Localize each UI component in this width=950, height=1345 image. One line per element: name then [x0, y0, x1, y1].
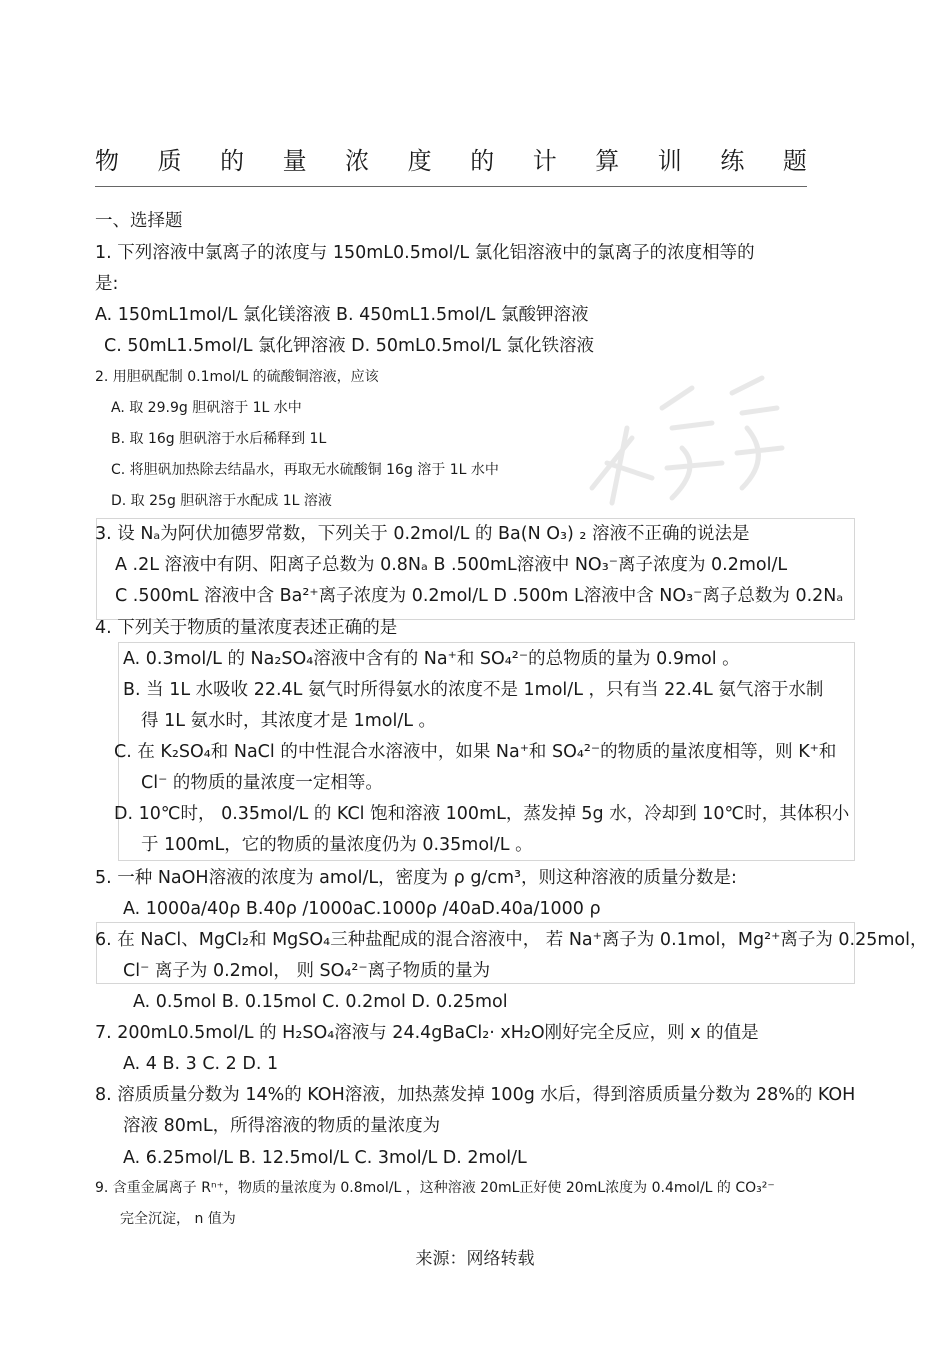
page-title [95, 144, 807, 178]
q4-option-c-cont: Cl⁻ 的物质的量浓度一定相等。 [141, 773, 383, 793]
section-heading: 一、选择题 [95, 211, 183, 231]
q2-option-d: D. 取 25g 胆矾溶于水配成 1L 溶液 [111, 493, 332, 509]
q1-options-cd: C. 50mL1.5mol/L 氯化钾溶液 D. 50mL0.5mol/L 氯化铁溶液 [104, 336, 594, 356]
q8-options: A. 6.25mol/L B. 12.5mol/L C. 3mol/L D. 2mol/L [123, 1148, 527, 1168]
title-char: 浓 [345, 147, 370, 175]
q4-option-b: B. 当 1L 水吸收 22.4L 氨气时所得氨水的浓度不是 1mol/L ，只有当 22.4L 氨气溶于水制 [123, 680, 824, 700]
q4-option-d-cont: 于 100mL，它的物质的量浓度仍为 0.35mol/L 。 [141, 835, 533, 855]
title-rule [95, 186, 807, 187]
title-char: 练 [720, 147, 745, 175]
q4-option-a: A. 0.3mol/L 的 Na₂SO₄溶液中含有的 Na⁺和 SO₄²⁻的总物质的量为 0.9mol 。 [123, 649, 740, 669]
q8-stem-cont: 溶液 80mL，所得溶液的物质的量浓度为 [123, 1116, 441, 1136]
title-char: 题 [782, 147, 807, 175]
q9-stem: 9. 含重金属离子 Rⁿ⁺，物质的量浓度为 0.8mol/L ，这种溶液 20mL正好使 20mL浓度为 0.4mol/L 的 CO₃²⁻ [95, 1180, 775, 1196]
watermark-logo [572, 368, 792, 518]
q3-options-cd: C .500mL 溶液中含 Ba²⁺离子浓度为 0.2mol/L D .500m L溶液中含 NO₃⁻离子总数为 0.2Nₐ [115, 586, 844, 606]
title-char: 训 [657, 147, 682, 175]
q5-options: A. 1000a/40ρ B.40ρ /1000aC.1000ρ /40aD.40a/1000 ρ [123, 899, 601, 919]
q1-stem: 1. 下列溶液中氯离子的浓度与 150mL0.5mol/L 氯化铝溶液中的氯离子的浓度相等的 [95, 243, 755, 263]
title-char: 计 [532, 147, 557, 175]
q3-stem: 3. 设 Nₐ为阿伏加德罗常数，下列关于 0.2mol/L 的 Ba(N O₃) ₂ 溶液不正确的说法是 [95, 524, 750, 544]
title-char: 的 [470, 147, 495, 175]
q7-options: A. 4 B. 3 C. 2 D. 1 [123, 1054, 279, 1074]
q9-stem-cont: 完全沉淀， n 值为 [120, 1211, 236, 1227]
q6-stem-cont: Cl⁻ 离子为 0.2mol， 则 SO₄²⁻离子物质的量为 [123, 961, 491, 981]
q2-option-a: A. 取 29.9g 胆矾溶于 1L 水中 [111, 400, 302, 416]
q1-stem-cont: 是: [95, 274, 119, 294]
title-char: 质 [157, 147, 182, 175]
q6-options: A. 0.5mol B. 0.15mol C. 0.2mol D. 0.25mol [133, 992, 508, 1012]
q2-option-c: C. 将胆矾加热除去结晶水，再取无水硫酸铜 16g 溶于 1L 水中 [111, 462, 499, 478]
title-char: 量 [282, 147, 307, 175]
title-char: 度 [407, 147, 432, 175]
q3-options-ab: A .2L 溶液中有阴、阳离子总数为 0.8Nₐ B .500mL溶液中 NO₃⁻离子浓度为 0.2mol/L [115, 555, 788, 575]
source-footer: 来源：网络转载 [415, 1249, 535, 1269]
q4-stem: 4. 下列关于物质的量浓度表述正确的是 [95, 618, 398, 638]
q4-option-d: D. 10℃时， 0.35mol/L 的 KCl 饱和溶液 100mL，蒸发掉 5g 水，冷却到 10℃时，其体积小 [114, 804, 850, 824]
title-char: 物 [95, 147, 119, 175]
q2-option-b: B. 取 16g 胆矾溶于水后稀释到 1L [111, 431, 327, 447]
q2-stem: 2. 用胆矾配制 0.1mol/L 的硫酸铜溶液，应该 [95, 369, 379, 385]
title-char: 算 [595, 147, 620, 175]
q7-stem: 7. 200mL0.5mol/L 的 H₂SO₄溶液与 24.4gBaCl₂· xH₂O刚好完全反应，则 x 的值是 [95, 1023, 759, 1043]
q4-option-b-cont: 得 1L 氨水时，其浓度才是 1mol/L 。 [141, 711, 437, 731]
q4-option-c: C. 在 K₂SO₄和 NaCl 的中性混合水溶液中，如果 Na⁺和 SO₄²⁻的物质的量浓度相等，则 K⁺和 [114, 742, 837, 762]
q5-stem: 5. 一种 NaOH溶液的浓度为 amol/L，密度为 ρ g/cm³，则这种溶液的质量分数是: [95, 868, 737, 888]
title-char: 的 [220, 147, 245, 175]
q1-options-ab: A. 150mL1mol/L 氯化镁溶液 B. 450mL1.5mol/L 氯酸钾溶液 [95, 305, 589, 325]
q8-stem: 8. 溶质质量分数为 14%的 KOH溶液，加热蒸发掉 100g 水后，得到溶质质量分数为 28%的 KOH [95, 1085, 856, 1105]
q6-stem: 6. 在 NaCl、MgCl₂和 MgSO₄三种盐配成的混合溶液中， 若 Na⁺离子为 0.1mol，Mg²⁺离子为 0.25mol， [95, 930, 928, 950]
